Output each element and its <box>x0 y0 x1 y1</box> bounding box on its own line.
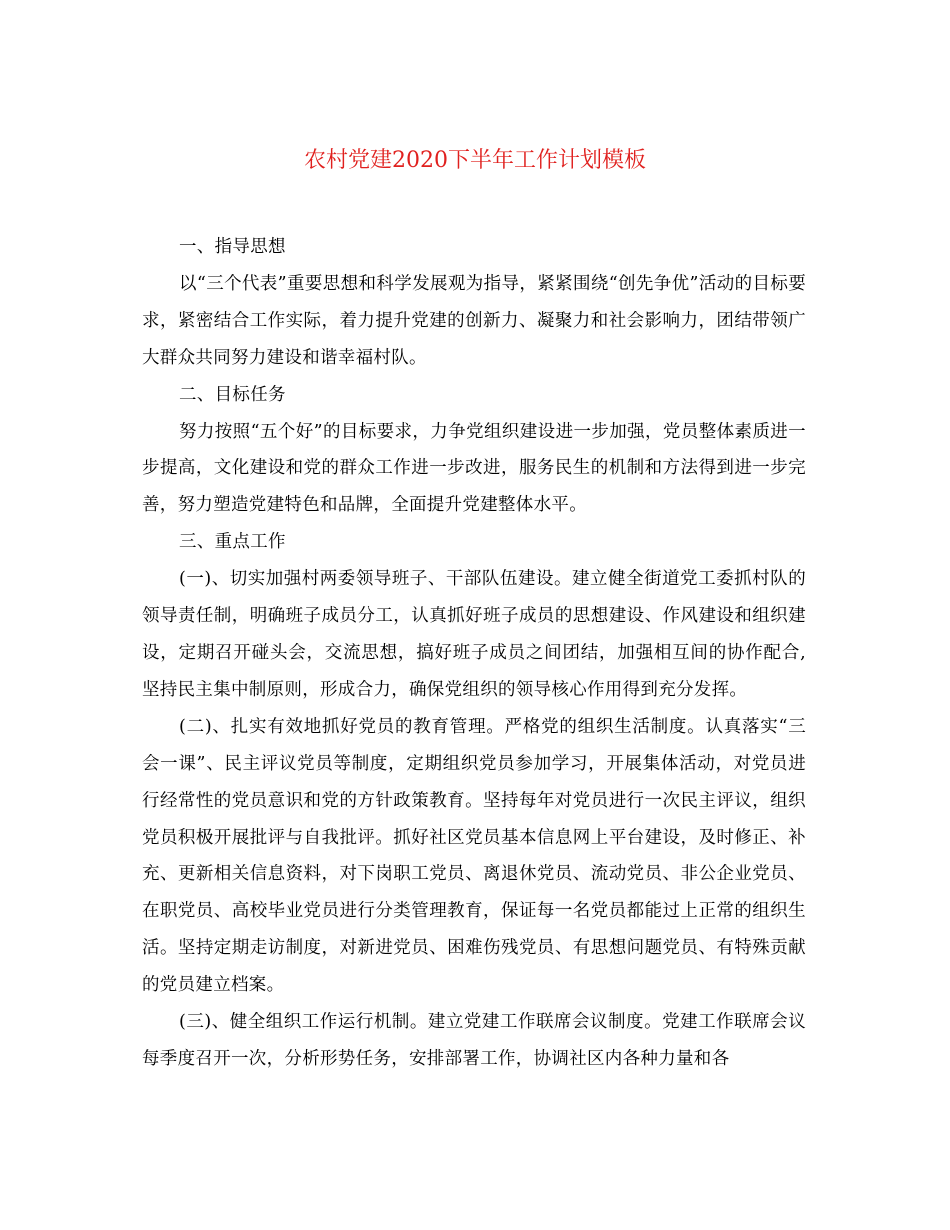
paragraph: (二)、扎实有效地抓好党员的教育管理。严格党的组织生活制度。认真落实“三会一课”、民主评议党员等制度，定期组织党员参加学习，开展集体活动，对党员进行经常性的党员意识和党的方针政策教育。坚持每年对党员进行一次民主评议，组织党员积极开展批评与自我批评。抓好社区党员基本信息网上平台建设，及时修正、补充、更新相关信息资料，对下岗职工党员、离退休党员、流动党员、非公企业党员、在职党员、高校毕业党员进行分类管理教育，保证每一名党员都能过上正常的组织生活。坚持定期走访制度，对新进党员、困难伤残党员、有思想问题党员、有特殊贡献的党员建立档案。 <box>142 716 806 996</box>
paragraph: (三)、健全组织工作运行机制。建立党建工作联席会议制度。党建工作联席会议每季度召开一次，分析形势任务，安排部署工作，协调社区内各种力量和各 <box>142 1012 806 1069</box>
paragraph: 努力按照“五个好”的目标要求，力争党组织建设进一步加强，党员整体素质进一步提高，文化建设和党的群众工作进一步改进，服务民生的机制和方法得到进一步完善，努力塑造党建特色和品牌，全面提升党建整体水平。 <box>142 421 806 516</box>
document-title: 农村党建2020下半年工作计划模板 <box>304 148 646 173</box>
section-heading: 三、重点工作 <box>179 532 286 553</box>
document-body <box>142 229 806 1078</box>
paragraph: (一)、切实加强村两委领导班子、干部队伍建设。建立健全街道党工委抓村队的领导责任制，明确班子成员分工，认真抓好班子成员的思想建设、作风建设和组织建设，定期召开碰头会，交流思想，搞好班子成员之间团结，加强相互间的协作配合,坚持民主集中制原则，形成合力，确保党组织的领导核心作用得到充分发挥。 <box>142 569 806 700</box>
section-heading: 一、指导思想 <box>179 237 286 257</box>
paragraph: 以“三个代表”重要思想和科学发展观为指导，紧紧围绕“创先争优”活动的目标要求，紧密结合工作实际，着力提升党建的创新力、凝聚力和社会影响力，团结带领广大群众共同努力建设和谐幸福村队。 <box>142 273 806 368</box>
section-heading: 二、目标任务 <box>179 384 286 405</box>
